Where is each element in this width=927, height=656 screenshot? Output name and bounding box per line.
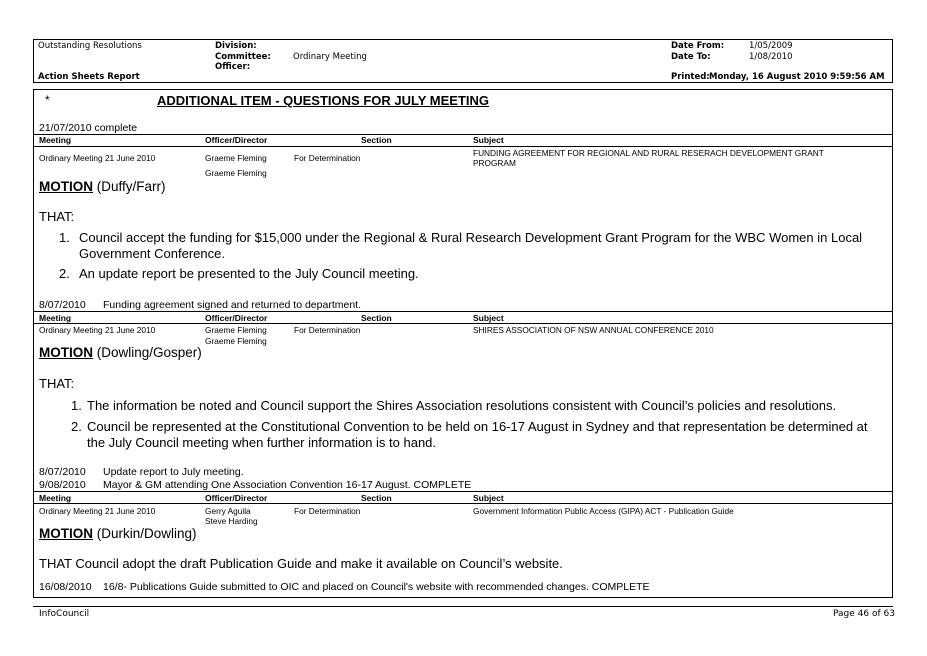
division-label: Division: [215, 41, 257, 51]
motion-label: MOTION [39, 526, 93, 541]
item-subject: FUNDING AGREEMENT FOR REGIONAL AND RURAL RESERACH DEVELOPMENT GRANT [473, 148, 824, 158]
col-subject: Subject [473, 313, 504, 323]
date-to-value: 1/08/2010 [749, 52, 793, 62]
item-meeting: Ordinary Meeting 21 June 2010 [39, 506, 156, 516]
printed-label: Printed: [671, 72, 710, 82]
page-number: Page 46 of 63 [833, 609, 895, 619]
section-title: ADDITIONAL ITEM - QUESTIONS FOR JULY MEETING [157, 93, 490, 108]
report-type: Action Sheets Report [38, 72, 140, 82]
report-header [33, 39, 893, 83]
col-section: Section [361, 135, 392, 145]
motion-movers: (Durkin/Dowling) [93, 526, 197, 541]
divider [33, 491, 893, 492]
item-section: For Determination [294, 506, 361, 516]
officer-label: Officer: [215, 62, 251, 72]
that-label: THAT: [39, 209, 75, 224]
item-officer: Graeme Fleming [205, 153, 267, 163]
committee-label: Committee: [215, 52, 271, 62]
resolutions-box [33, 89, 893, 598]
item-pre-note: 21/07/2010 complete [39, 122, 138, 134]
motion-movers: (Duffy/Farr) [93, 179, 166, 194]
note-date: 8/07/2010 [39, 466, 86, 478]
point-number: 2. [59, 266, 70, 281]
col-subject: Subject [473, 493, 504, 503]
col-subject: Subject [473, 135, 504, 145]
point-text-cont: the July Council meeting when further information is to hand. [87, 435, 437, 450]
date-from-value: 1/05/2009 [749, 41, 793, 51]
section-marker: * [45, 93, 50, 107]
item-subject: Government Information Public Access (GIPA) ACT - Publication Guide [473, 506, 734, 516]
point-text-cont: Government Conference. [79, 246, 225, 261]
point-number: 1. [71, 398, 82, 413]
note-text: 16/8- Publications Guide submitted to OIC and placed on Council's website with recommended changes. COMPLETE [103, 581, 650, 593]
motion-label: MOTION [39, 179, 93, 194]
divider [33, 146, 893, 147]
divider [33, 323, 893, 324]
item-officer: Gerry Aguila [205, 506, 251, 516]
col-section: Section [361, 313, 392, 323]
col-meeting: Meeting [39, 313, 72, 323]
note-date: 8/07/2010 [39, 299, 86, 311]
motion-heading [39, 345, 202, 360]
item-subject-cont: PROGRAM [473, 158, 516, 168]
item-section: For Determination [294, 325, 361, 335]
col-section: Section [361, 493, 392, 503]
item-director: Graeme Fleming [205, 336, 267, 346]
note-text: Mayor & GM attending One Association Convention 16-17 August. COMPLETE [103, 479, 472, 491]
note-text: Update report to July meeting. [103, 466, 244, 478]
motion-heading [39, 179, 166, 194]
point-number: 2. [71, 419, 82, 434]
point-number: 1. [59, 230, 70, 245]
resolution-text: THAT Council adopt the draft Publication Guide and make it available on Council’s website. [39, 556, 563, 571]
point-text: The information be noted and Council support the Shires Association resolutions consistent with Council’s policies and resolutions. [87, 398, 837, 413]
note-date: 16/08/2010 [39, 581, 92, 593]
motion-label: MOTION [39, 345, 93, 360]
item-meeting: Ordinary Meeting 21 June 2010 [39, 325, 156, 335]
col-officer: Officer/Director [205, 313, 268, 323]
point-text: Council be represented at the Constitutional Convention to be held on 16-17 August in Sydney and that representation be determined at [87, 419, 868, 434]
footer-app: InfoCouncil [39, 609, 90, 619]
item-officer: Graeme Fleming [205, 325, 267, 335]
note-text: Funding agreement signed and returned to department. [103, 299, 362, 311]
col-officer: Officer/Director [205, 135, 268, 145]
point-text: Council accept the funding for $15,000 under the Regional & Rural Research Development Grant Program for the WBC Women in Local [79, 230, 863, 245]
note-date: 9/08/2010 [39, 479, 86, 491]
footer-rule [33, 606, 893, 607]
item-director: Steve Harding [205, 516, 258, 526]
divider [33, 503, 893, 504]
date-to-label: Date To: [671, 52, 711, 62]
col-officer: Officer/Director [205, 493, 268, 503]
item-director: Graeme Fleming [205, 168, 267, 178]
col-meeting: Meeting [39, 493, 72, 503]
printed-value: Monday, 16 August 2010 9:59:56 AM [709, 72, 885, 82]
divider [33, 134, 893, 135]
item-section: For Determination [294, 153, 361, 163]
motion-heading [39, 526, 197, 541]
motion-movers: (Dowling/Gosper) [93, 345, 202, 360]
report-name: Outstanding Resolutions [38, 41, 142, 51]
col-meeting: Meeting [39, 135, 72, 145]
committee-value: Ordinary Meeting [293, 52, 367, 62]
point-text: An update report be presented to the July Council meeting. [79, 266, 419, 281]
that-label: THAT: [39, 376, 75, 391]
divider [33, 311, 893, 312]
date-from-label: Date From: [671, 41, 725, 51]
item-subject: SHIRES ASSOCIATION OF NSW ANNUAL CONFERENCE 2010 [473, 325, 714, 335]
item-meeting: Ordinary Meeting 21 June 2010 [39, 153, 156, 163]
